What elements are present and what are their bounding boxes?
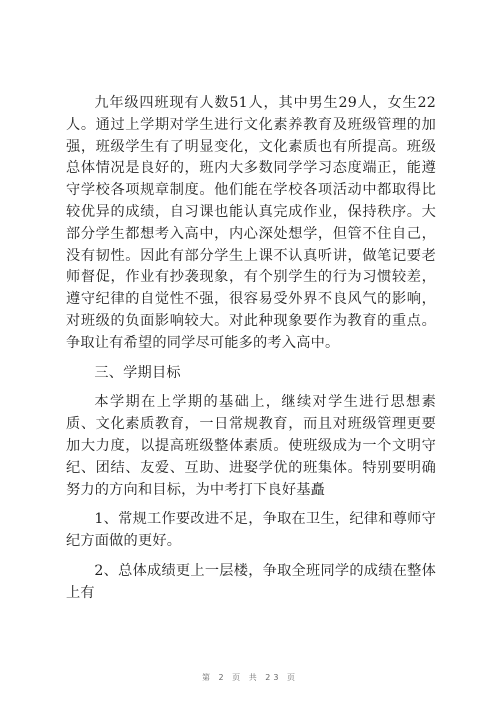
paragraph-class-overview: 九年级四班现有人数51人，其中男生29人，女生22人。通过上学期对学生进行文化素养教育及班级管理的加强，班级学生有了明显变化，文化素质也有所提高。班级总体情况是良好的，班内大多数同学学习态度端正，能遵守学校各项规章制度。他们能在学校各项活动中都取得比较优异的成绩，自习课也能认真完成作业，保持秩序。大部分学生都想考入高中，内心深处想学，但管不住自己，没有韧性。因此有部分学生上课不认真听讲，做笔记要老师督促，作业有抄袭现象，有个别学生的行为习惯较差，遵守纪律的自觉性不强，很容易受外界不良风气的影响，对班级的负面影响较大。对此种现象要作为教育的重点。争取让有希望的同学尽可能多的考入高中。 [66, 95, 436, 351]
page-number-footer: 第 2 页 共 23 页 [202, 673, 298, 682]
paragraph-gap [66, 553, 436, 561]
paragraph-goal-2: 2、总体成绩更上一层楼，争取全班同学的成绩在整体上有 [66, 562, 436, 601]
paragraph-gap [66, 355, 436, 363]
paragraph-gap [66, 501, 436, 509]
paragraph-semester-goals: 本学期在上学期的基础上，继续对学生进行思想素质、文化素质教育，一日常规教育，而且对班级管理更要加大力度，以提高班级整体素质。使班级成为一个文明守纪、团结、友爱、互助、进娶学优的班集体。特别要明确努力的方向和目标，为中考打下良好基矗 [66, 394, 436, 498]
document-body [66, 93, 436, 605]
paragraph-gap [66, 384, 436, 392]
heading-semester-goals: 三、学期目标 [94, 364, 181, 381]
paragraph-goal-1: 1、常规工作要改进不足，争取在卫生，纪律和尊师守纪方面做的更好。 [66, 511, 436, 550]
